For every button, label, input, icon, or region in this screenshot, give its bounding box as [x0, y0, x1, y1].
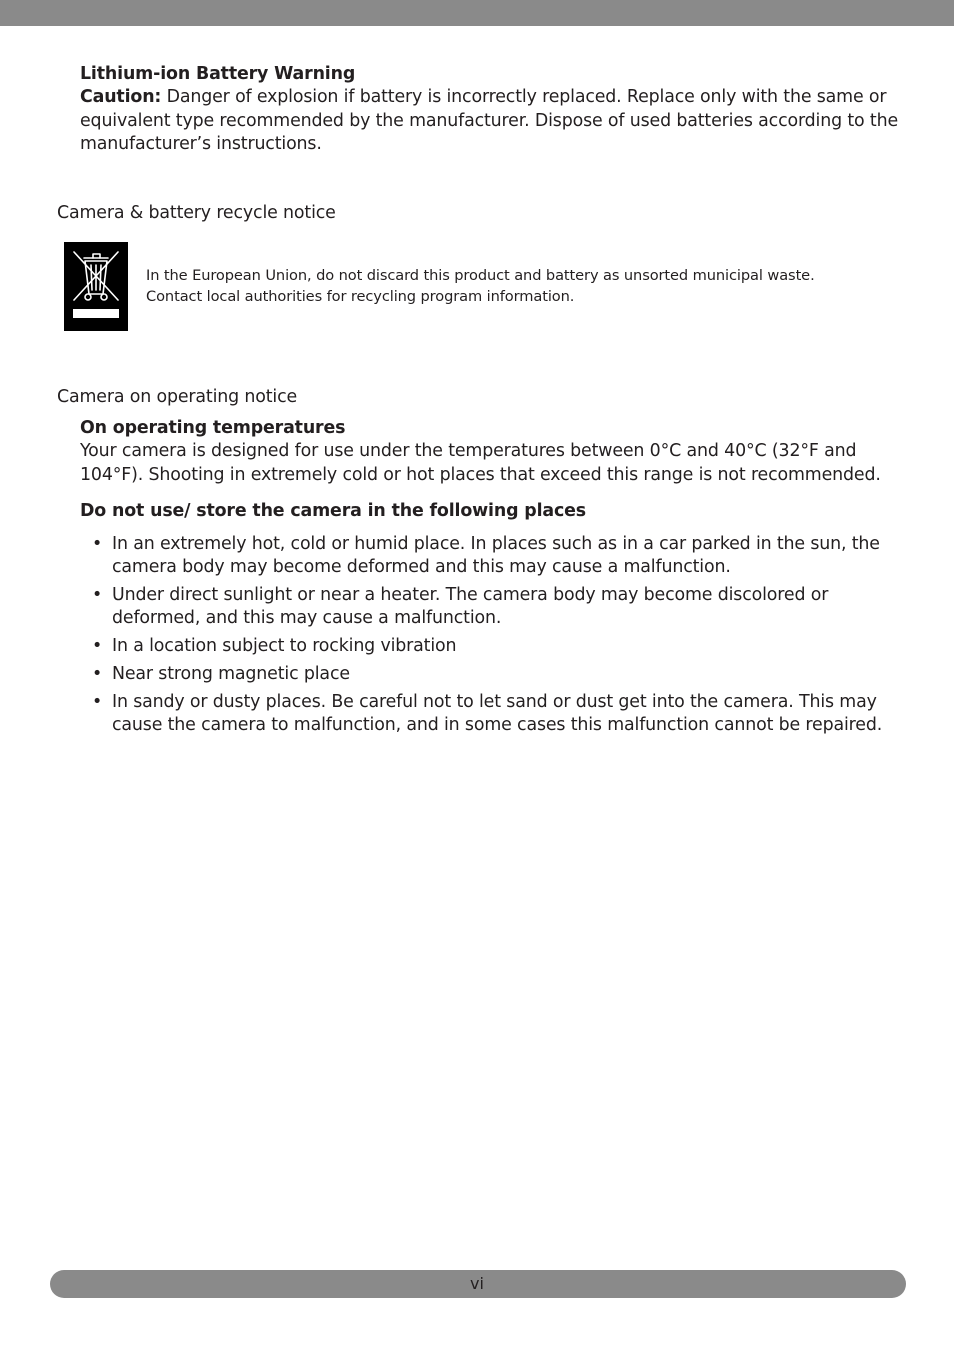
bullet-icon: •	[92, 534, 103, 554]
list-item-text: Near strong magnetic place	[112, 663, 350, 684]
battery-warning-section	[80, 63, 900, 157]
list-item	[80, 635, 890, 658]
places-list	[80, 533, 890, 742]
temperatures-heading: On operating temperatures	[80, 418, 346, 438]
recycle-notice-line-2: Contact local authorities for recycling program information.	[146, 287, 575, 305]
operating-notice-title: Camera on operating notice	[57, 387, 298, 407]
battery-caution-paragraph	[80, 86, 900, 156]
weee-crossed-bin-icon	[64, 242, 128, 331]
bullet-icon: •	[92, 585, 103, 605]
caution-label: Caution:	[80, 87, 162, 108]
list-item-text: Under direct sunlight or near a heater. The camera body may become discolored or deformed, and this may cause a malfunction.	[112, 585, 829, 629]
recycle-notice-text	[146, 266, 906, 307]
list-item-text: In a location subject to rocking vibration	[112, 636, 457, 656]
bullet-icon: •	[92, 691, 103, 712]
list-item	[80, 691, 890, 737]
page-number: vi	[470, 1274, 484, 1293]
list-item	[80, 584, 890, 630]
list-item	[80, 533, 890, 579]
caution-text: Danger of explosion if battery is incorrectly replaced. Replace only with the same or equivalent type recommended by the manufacturer. Dispose of used batteries according to the manufacturer’s instructions.	[80, 87, 899, 155]
bullet-icon: •	[92, 636, 103, 656]
temperatures-section	[80, 417, 900, 487]
battery-warning-heading: Lithium-ion Battery Warning	[80, 64, 356, 84]
list-item-text: In an extremely hot, cold or humid place. In places such as in a car parked in the sun, the camera body may become deformed and this may cause a malfunction.	[112, 534, 880, 578]
list-item-text: In sandy or dusty places. Be careful not to let sand or dust get into the camera. This may cause the camera to malfunction, and in some cases this malfunction cannot be repaired.	[112, 691, 883, 735]
recycle-notice-line-1: In the European Union, do not discard this product and battery as unsorted municipal waste.	[146, 267, 815, 284]
temperatures-text: Your camera is designed for use under the temperatures between 0°C and 40°C (32°F and 104°F). Shooting in extremely cold or hot places that exceed this range is not recommended.	[80, 441, 881, 485]
bullet-icon: •	[92, 663, 103, 684]
recycle-notice-title: Camera & battery recycle notice	[57, 203, 336, 223]
header-bar	[0, 0, 954, 26]
list-item	[80, 663, 890, 686]
places-heading: Do not use/ store the camera in the following places	[80, 501, 587, 521]
